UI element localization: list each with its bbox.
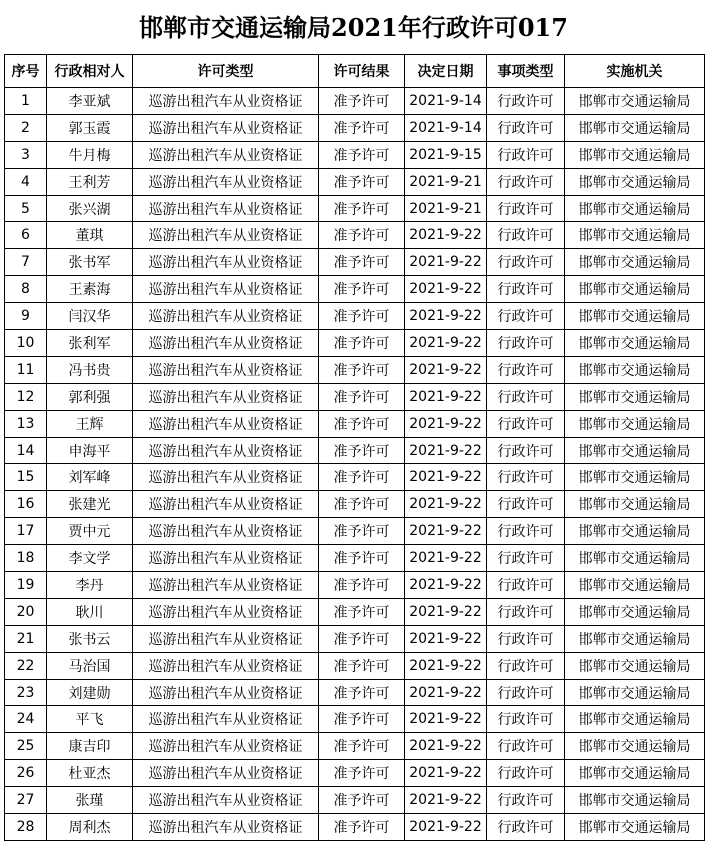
cell-item-type: 行政许可 <box>487 141 565 168</box>
cell-item-type: 行政许可 <box>487 222 565 249</box>
cell-party: 李文学 <box>47 545 133 572</box>
cell-seq: 14 <box>5 437 47 464</box>
cell-item-type: 行政许可 <box>487 276 565 303</box>
cell-seq: 8 <box>5 276 47 303</box>
table-row <box>5 303 705 330</box>
table-row <box>5 706 705 733</box>
cell-party: 周利杰 <box>47 814 133 841</box>
cell-date: 2021-9-22 <box>405 249 487 276</box>
cell-party: 耿川 <box>47 598 133 625</box>
cell-item-type: 行政许可 <box>487 760 565 787</box>
cell-agency: 邯郸市交通运输局 <box>565 464 705 491</box>
cell-agency: 邯郸市交通运输局 <box>565 88 705 115</box>
cell-item-type: 行政许可 <box>487 814 565 841</box>
cell-date: 2021-9-22 <box>405 222 487 249</box>
cell-permit-type: 巡游出租汽车从业资格证 <box>133 464 319 491</box>
table-row <box>5 787 705 814</box>
cell-party: 申海平 <box>47 437 133 464</box>
table-row <box>5 652 705 679</box>
cell-party: 康吉印 <box>47 733 133 760</box>
table-row <box>5 572 705 599</box>
cell-item-type: 行政许可 <box>487 303 565 330</box>
table-row <box>5 410 705 437</box>
cell-seq: 16 <box>5 491 47 518</box>
cell-agency: 邯郸市交通运输局 <box>565 652 705 679</box>
cell-result: 准予许可 <box>319 464 405 491</box>
cell-item-type: 行政许可 <box>487 114 565 141</box>
cell-seq: 27 <box>5 787 47 814</box>
cell-seq: 9 <box>5 303 47 330</box>
header-result: 许可结果 <box>319 55 405 88</box>
cell-item-type: 行政许可 <box>487 88 565 115</box>
table-row <box>5 625 705 652</box>
cell-date: 2021-9-22 <box>405 303 487 330</box>
table-row <box>5 249 705 276</box>
cell-date: 2021-9-21 <box>405 195 487 222</box>
cell-agency: 邯郸市交通运输局 <box>565 114 705 141</box>
cell-date: 2021-9-22 <box>405 787 487 814</box>
cell-permit-type: 巡游出租汽车从业资格证 <box>133 141 319 168</box>
cell-date: 2021-9-22 <box>405 706 487 733</box>
cell-permit-type: 巡游出租汽车从业资格证 <box>133 814 319 841</box>
cell-result: 准予许可 <box>319 88 405 115</box>
cell-permit-type: 巡游出租汽车从业资格证 <box>133 625 319 652</box>
cell-permit-type: 巡游出租汽车从业资格证 <box>133 195 319 222</box>
cell-party: 牛月梅 <box>47 141 133 168</box>
cell-item-type: 行政许可 <box>487 545 565 572</box>
cell-permit-type: 巡游出租汽车从业资格证 <box>133 572 319 599</box>
cell-seq: 19 <box>5 572 47 599</box>
cell-agency: 邯郸市交通运输局 <box>565 383 705 410</box>
cell-seq: 2 <box>5 114 47 141</box>
cell-party: 张书云 <box>47 625 133 652</box>
cell-item-type: 行政许可 <box>487 168 565 195</box>
cell-result: 准予许可 <box>319 545 405 572</box>
cell-agency: 邯郸市交通运输局 <box>565 195 705 222</box>
cell-agency: 邯郸市交通运输局 <box>565 814 705 841</box>
table-row <box>5 141 705 168</box>
cell-party: 张建光 <box>47 491 133 518</box>
table-row <box>5 814 705 841</box>
cell-item-type: 行政许可 <box>487 410 565 437</box>
cell-item-type: 行政许可 <box>487 383 565 410</box>
cell-agency: 邯郸市交通运输局 <box>565 222 705 249</box>
table-row <box>5 276 705 303</box>
cell-party: 董琪 <box>47 222 133 249</box>
cell-party: 王素海 <box>47 276 133 303</box>
cell-item-type: 行政许可 <box>487 195 565 222</box>
cell-date: 2021-9-22 <box>405 625 487 652</box>
cell-agency: 邯郸市交通运输局 <box>565 276 705 303</box>
cell-agency: 邯郸市交通运输局 <box>565 518 705 545</box>
header-seq: 序号 <box>5 55 47 88</box>
cell-agency: 邯郸市交通运输局 <box>565 572 705 599</box>
cell-seq: 17 <box>5 518 47 545</box>
cell-result: 准予许可 <box>319 518 405 545</box>
table-row <box>5 114 705 141</box>
table-row <box>5 545 705 572</box>
cell-result: 准予许可 <box>319 249 405 276</box>
cell-agency: 邯郸市交通运输局 <box>565 733 705 760</box>
cell-party: 王辉 <box>47 410 133 437</box>
document-title: 邯郸市交通运输局2021年行政许可017 <box>139 13 568 42</box>
cell-date: 2021-9-14 <box>405 88 487 115</box>
table-row <box>5 598 705 625</box>
cell-result: 准予许可 <box>319 679 405 706</box>
cell-party: 平飞 <box>47 706 133 733</box>
cell-agency: 邯郸市交通运输局 <box>565 141 705 168</box>
header-permit-type: 许可类型 <box>133 55 319 88</box>
cell-item-type: 行政许可 <box>487 330 565 357</box>
cell-party: 李亚斌 <box>47 88 133 115</box>
cell-item-type: 行政许可 <box>487 356 565 383</box>
cell-result: 准予许可 <box>319 760 405 787</box>
permit-rows <box>5 88 705 841</box>
cell-party: 冯书贵 <box>47 356 133 383</box>
cell-result: 准予许可 <box>319 598 405 625</box>
cell-agency: 邯郸市交通运输局 <box>565 437 705 464</box>
cell-seq: 4 <box>5 168 47 195</box>
cell-party: 刘军峰 <box>47 464 133 491</box>
cell-party: 张瑾 <box>47 787 133 814</box>
cell-result: 准予许可 <box>319 733 405 760</box>
cell-agency: 邯郸市交通运输局 <box>565 679 705 706</box>
cell-agency: 邯郸市交通运输局 <box>565 625 705 652</box>
cell-seq: 3 <box>5 141 47 168</box>
cell-date: 2021-9-22 <box>405 545 487 572</box>
table-row <box>5 733 705 760</box>
cell-item-type: 行政许可 <box>487 572 565 599</box>
cell-party: 郭利强 <box>47 383 133 410</box>
cell-permit-type: 巡游出租汽车从业资格证 <box>133 356 319 383</box>
cell-agency: 邯郸市交通运输局 <box>565 787 705 814</box>
cell-item-type: 行政许可 <box>487 787 565 814</box>
cell-agency: 邯郸市交通运输局 <box>565 760 705 787</box>
cell-permit-type: 巡游出租汽车从业资格证 <box>133 249 319 276</box>
cell-result: 准予许可 <box>319 356 405 383</box>
table-row <box>5 356 705 383</box>
cell-seq: 24 <box>5 706 47 733</box>
cell-item-type: 行政许可 <box>487 625 565 652</box>
cell-permit-type: 巡游出租汽车从业资格证 <box>133 545 319 572</box>
table-row <box>5 222 705 249</box>
cell-party: 闫汉华 <box>47 303 133 330</box>
cell-item-type: 行政许可 <box>487 437 565 464</box>
cell-result: 准予许可 <box>319 195 405 222</box>
cell-party: 张利军 <box>47 330 133 357</box>
cell-result: 准予许可 <box>319 141 405 168</box>
cell-date: 2021-9-22 <box>405 330 487 357</box>
cell-result: 准予许可 <box>319 222 405 249</box>
cell-item-type: 行政许可 <box>487 249 565 276</box>
table-row <box>5 760 705 787</box>
cell-result: 准予许可 <box>319 814 405 841</box>
table-row <box>5 383 705 410</box>
cell-permit-type: 巡游出租汽车从业资格证 <box>133 491 319 518</box>
cell-item-type: 行政许可 <box>487 706 565 733</box>
cell-result: 准予许可 <box>319 787 405 814</box>
header-row <box>5 55 705 88</box>
table-row <box>5 518 705 545</box>
cell-agency: 邯郸市交通运输局 <box>565 249 705 276</box>
cell-agency: 邯郸市交通运输局 <box>565 330 705 357</box>
cell-result: 准予许可 <box>319 303 405 330</box>
cell-result: 准予许可 <box>319 168 405 195</box>
cell-party: 张书军 <box>47 249 133 276</box>
cell-permit-type: 巡游出租汽车从业资格证 <box>133 222 319 249</box>
cell-seq: 13 <box>5 410 47 437</box>
cell-agency: 邯郸市交通运输局 <box>565 168 705 195</box>
table-row <box>5 195 705 222</box>
cell-agency: 邯郸市交通运输局 <box>565 706 705 733</box>
cell-item-type: 行政许可 <box>487 679 565 706</box>
cell-seq: 1 <box>5 88 47 115</box>
cell-result: 准予许可 <box>319 491 405 518</box>
cell-permit-type: 巡游出租汽车从业资格证 <box>133 706 319 733</box>
cell-date: 2021-9-22 <box>405 491 487 518</box>
header-party: 行政相对人 <box>47 55 133 88</box>
cell-seq: 6 <box>5 222 47 249</box>
cell-result: 准予许可 <box>319 383 405 410</box>
cell-seq: 15 <box>5 464 47 491</box>
cell-date: 2021-9-22 <box>405 356 487 383</box>
cell-party: 刘建勋 <box>47 679 133 706</box>
cell-item-type: 行政许可 <box>487 652 565 679</box>
cell-date: 2021-9-22 <box>405 383 487 410</box>
cell-date: 2021-9-22 <box>405 679 487 706</box>
cell-agency: 邯郸市交通运输局 <box>565 356 705 383</box>
cell-seq: 10 <box>5 330 47 357</box>
table-row <box>5 330 705 357</box>
header-item-type: 事项类型 <box>487 55 565 88</box>
cell-date: 2021-9-21 <box>405 168 487 195</box>
table-row <box>5 88 705 115</box>
cell-seq: 26 <box>5 760 47 787</box>
cell-date: 2021-9-22 <box>405 733 487 760</box>
cell-permit-type: 巡游出租汽车从业资格证 <box>133 114 319 141</box>
cell-result: 准予许可 <box>319 114 405 141</box>
cell-date: 2021-9-15 <box>405 141 487 168</box>
cell-seq: 22 <box>5 652 47 679</box>
permit-table <box>4 54 705 841</box>
cell-agency: 邯郸市交通运输局 <box>565 410 705 437</box>
cell-seq: 5 <box>5 195 47 222</box>
cell-date: 2021-9-22 <box>405 652 487 679</box>
cell-result: 准予许可 <box>319 706 405 733</box>
cell-item-type: 行政许可 <box>487 491 565 518</box>
cell-date: 2021-9-22 <box>405 276 487 303</box>
cell-result: 准予许可 <box>319 410 405 437</box>
cell-date: 2021-9-22 <box>405 760 487 787</box>
cell-date: 2021-9-22 <box>405 598 487 625</box>
cell-seq: 21 <box>5 625 47 652</box>
cell-permit-type: 巡游出租汽车从业资格证 <box>133 88 319 115</box>
cell-item-type: 行政许可 <box>487 464 565 491</box>
cell-party: 杜亚杰 <box>47 760 133 787</box>
table-row <box>5 464 705 491</box>
cell-permit-type: 巡游出租汽车从业资格证 <box>133 437 319 464</box>
cell-party: 王利芳 <box>47 168 133 195</box>
cell-permit-type: 巡游出租汽车从业资格证 <box>133 383 319 410</box>
cell-seq: 18 <box>5 545 47 572</box>
cell-date: 2021-9-22 <box>405 518 487 545</box>
cell-agency: 邯郸市交通运输局 <box>565 303 705 330</box>
cell-permit-type: 巡游出租汽车从业资格证 <box>133 598 319 625</box>
cell-permit-type: 巡游出租汽车从业资格证 <box>133 518 319 545</box>
cell-party: 马治国 <box>47 652 133 679</box>
cell-item-type: 行政许可 <box>487 598 565 625</box>
cell-agency: 邯郸市交通运输局 <box>565 598 705 625</box>
cell-seq: 7 <box>5 249 47 276</box>
header-agency: 实施机关 <box>565 55 705 88</box>
cell-permit-type: 巡游出租汽车从业资格证 <box>133 303 319 330</box>
cell-permit-type: 巡游出租汽车从业资格证 <box>133 330 319 357</box>
cell-seq: 28 <box>5 814 47 841</box>
cell-seq: 12 <box>5 383 47 410</box>
header-date: 决定日期 <box>405 55 487 88</box>
cell-seq: 11 <box>5 356 47 383</box>
cell-result: 准予许可 <box>319 276 405 303</box>
cell-seq: 25 <box>5 733 47 760</box>
cell-agency: 邯郸市交通运输局 <box>565 491 705 518</box>
cell-seq: 20 <box>5 598 47 625</box>
cell-permit-type: 巡游出租汽车从业资格证 <box>133 276 319 303</box>
cell-permit-type: 巡游出租汽车从业资格证 <box>133 679 319 706</box>
cell-item-type: 行政许可 <box>487 518 565 545</box>
cell-result: 准予许可 <box>319 652 405 679</box>
cell-party: 贾中元 <box>47 518 133 545</box>
cell-result: 准予许可 <box>319 330 405 357</box>
cell-seq: 23 <box>5 679 47 706</box>
cell-party: 郭玉霞 <box>47 114 133 141</box>
cell-agency: 邯郸市交通运输局 <box>565 545 705 572</box>
cell-result: 准予许可 <box>319 437 405 464</box>
cell-permit-type: 巡游出租汽车从业资格证 <box>133 652 319 679</box>
cell-permit-type: 巡游出租汽车从业资格证 <box>133 733 319 760</box>
cell-permit-type: 巡游出租汽车从业资格证 <box>133 760 319 787</box>
cell-permit-type: 巡游出租汽车从业资格证 <box>133 787 319 814</box>
table-row <box>5 491 705 518</box>
table-row <box>5 679 705 706</box>
cell-date: 2021-9-22 <box>405 437 487 464</box>
cell-date: 2021-9-14 <box>405 114 487 141</box>
table-row <box>5 168 705 195</box>
cell-date: 2021-9-22 <box>405 572 487 599</box>
cell-date: 2021-9-22 <box>405 814 487 841</box>
cell-item-type: 行政许可 <box>487 733 565 760</box>
table-row <box>5 437 705 464</box>
cell-permit-type: 巡游出租汽车从业资格证 <box>133 168 319 195</box>
cell-party: 张兴湖 <box>47 195 133 222</box>
cell-date: 2021-9-22 <box>405 410 487 437</box>
cell-result: 准予许可 <box>319 625 405 652</box>
cell-result: 准予许可 <box>319 572 405 599</box>
cell-party: 李丹 <box>47 572 133 599</box>
cell-permit-type: 巡游出租汽车从业资格证 <box>133 410 319 437</box>
cell-date: 2021-9-22 <box>405 464 487 491</box>
